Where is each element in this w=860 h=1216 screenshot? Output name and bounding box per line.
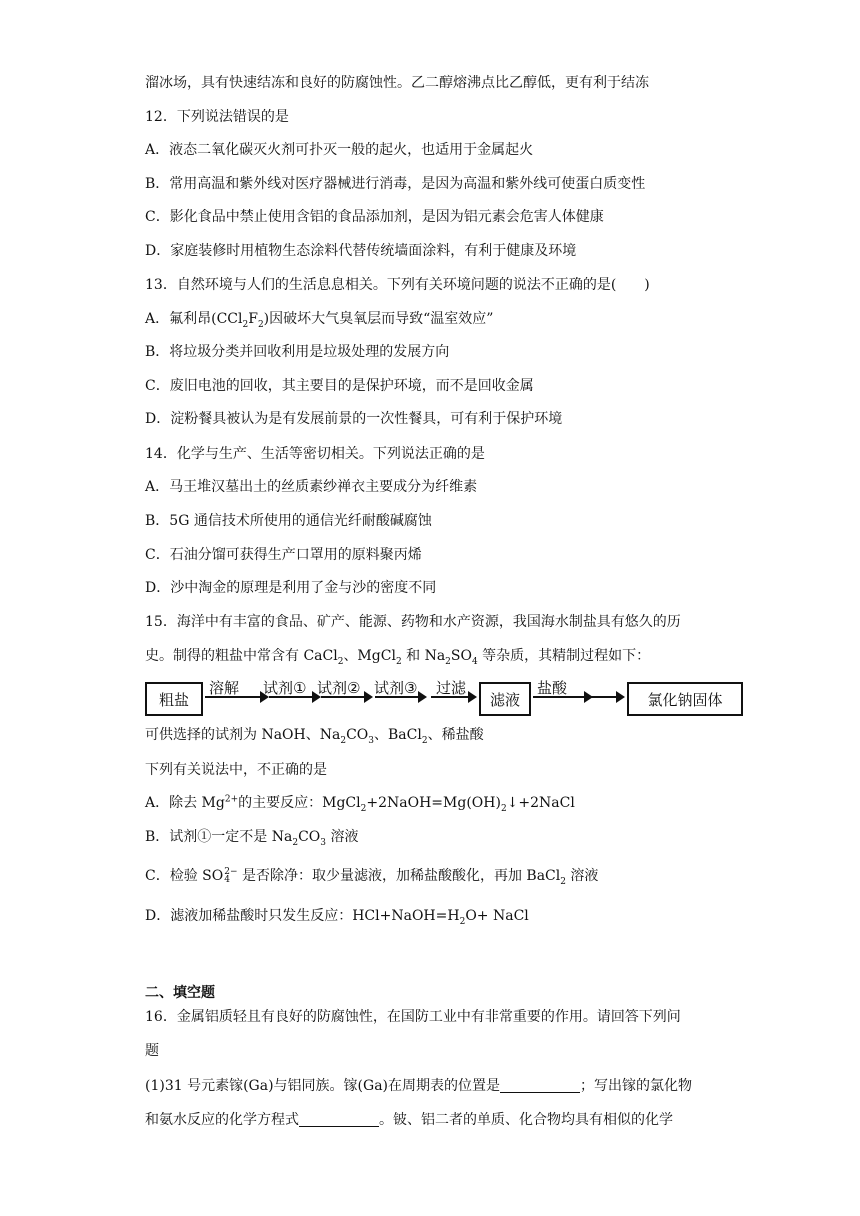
option-13d: D．淀粉餐具被认为是有发展前景的一次性餐具，可有利于保护环境 (145, 411, 563, 427)
option-15c: C．检验 SO 2− 4 是否除净：取少量滤液，加稀盐酸酸化，再加 BaCl$_2$ 溶液 (145, 867, 599, 887)
text-line: 溜冰场，具有快速结冻和良好的防腐蚀性。乙二醇熔沸点比乙醇低，更有利于结冻 (145, 75, 649, 91)
purification-flow-diagram (145, 677, 745, 721)
flow-step-hcl: 盐酸 (537, 679, 568, 697)
section-title: 二、填空题 (145, 985, 215, 1001)
option-12b: B．常用高温和紫外线对医疗器械进行消毒，是因为高温和紫外线可使蛋白质变性 (145, 176, 646, 192)
question-15: 15．海洋中有丰富的食品、矿产、能源、药物和水产资源，我国海水制盐具有悠久的历 (145, 614, 681, 630)
question-13: 13．自然环境与人们的生活息息相关。下列有关环境问题的说法不正确的是( ) (145, 277, 650, 293)
option-15b: B．试剂①一定不是 $Na_2CO_3$ 溶液 (145, 829, 359, 848)
option-14a: A．马王堆汉墓出土的丝质素纱禅衣主要成分为纤维素 (145, 479, 478, 495)
flow-step-filter: 过滤 (436, 679, 467, 697)
flow-arrow (581, 696, 623, 698)
question-15-prompt: 下列有关说法中，不正确的是 (145, 762, 327, 778)
option-13c: C．废旧电池的回收，其主要目的是保护环境，而不是回收金属 (145, 378, 534, 394)
question-12: 12．下列说法错误的是 (145, 109, 289, 125)
reagent-list: 可供选择的试剂为 NaOH、$Na_2CO_3$、BaCl$_2$、稀盐酸 (145, 727, 484, 746)
option-13b: B．将垃圾分类并回收利用是垃圾处理的发展方向 (145, 344, 450, 360)
question-16-part-1: (1)31 号元素镓(Ga)与铝同族。镓(Ga)在周期表的位置是 ；写出镓的氯化物 (145, 1078, 693, 1094)
question-15-cont: 史。制得的粗盐中常含有 CaCl$_2$、MgCl$_2$ 和 $Na_2SO_4$ 等杂质，其精制过程如下： (145, 648, 651, 667)
flow-step-dissolve: 溶解 (209, 679, 240, 697)
flow-step-reagent-2: 试剂② (317, 679, 361, 697)
flow-step-reagent-3: 试剂③ (374, 679, 418, 697)
option-13a: A．氟利昂$(CCl_2F_2)$因破坏大气臭氧层而导致“温室效应” (145, 311, 494, 330)
option-12c: C．影化食品中禁止使用含铝的食品添加剂，是因为铝元素会危害人体健康 (145, 209, 604, 225)
question-16-part-1-cont: 和氨水反应的化学方程式 。铍、铝二者的单质、化合物均具有相似的化学 (145, 1112, 673, 1128)
option-12a: A．液态二氧化碳灭火剂可扑灭一般的起火，也适用于金属起火 (145, 142, 534, 158)
option-12d: D．家庭装修时用植物生态涂料代替传统墙面涂料，有利于健康及环境 (145, 243, 577, 259)
option-14d: D．沙中淘金的原理是利用了金与沙的密度不同 (145, 580, 437, 596)
flow-end-box: 氯化钠固体 (627, 682, 743, 716)
option-14c: C．石油分馏可获得生产口罩用的原料聚丙烯 (145, 547, 422, 563)
option-15a: A．除去 $Mg^{2+}$的主要反应：$MgCl_2+2NaOH=Mg(OH)_2↓+2NaCl$ (145, 794, 575, 814)
answer-blank[interactable] (500, 1078, 580, 1093)
option-15d: D．滤液加稀盐酸时只发生反应：$HCl+NaOH=H_2O+$ NaCl (145, 908, 529, 927)
flow-filtrate-box: 滤液 (479, 682, 531, 716)
question-14: 14．化学与生产、生活等密切相关。下列说法正确的是 (145, 446, 485, 462)
answer-blank[interactable] (299, 1112, 379, 1127)
question-16-cont: 题 (145, 1043, 159, 1059)
flow-step-reagent-1: 试剂① (263, 679, 307, 697)
flow-start-box: 粗盐 (145, 682, 203, 716)
question-16: 16．金属铝质轻且有良好的防腐蚀性，在国防工业中有非常重要的作用。请回答下列问 (145, 1009, 681, 1025)
option-14b: B．5G 通信技术所使用的通信光纤耐酸碱腐蚀 (145, 513, 432, 529)
